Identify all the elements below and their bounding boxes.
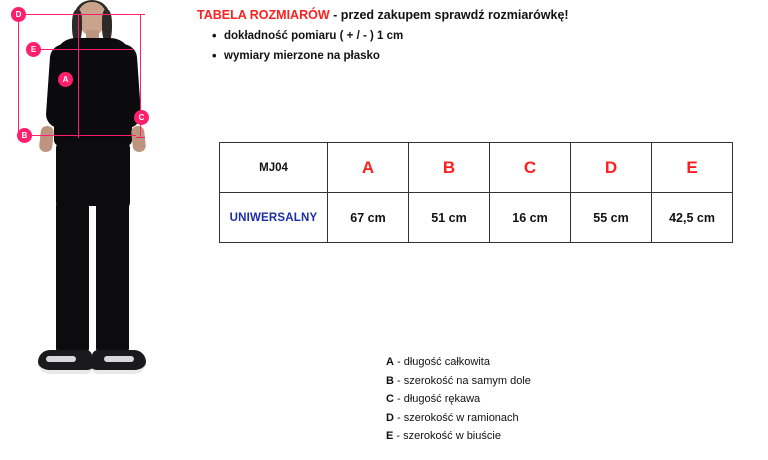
- measure-line-bottom: [24, 135, 136, 136]
- legend-key-c: C: [386, 393, 394, 405]
- model-shoe-detail-left: [46, 356, 76, 362]
- marker-b: B: [17, 128, 32, 143]
- page-title-rest: - przed zakupem sprawdź rozmiarówkę!: [329, 8, 569, 22]
- list-item: • wymiary mierzone na płasko: [212, 50, 403, 63]
- table-header-c: C: [490, 143, 571, 193]
- table-row-header: [220, 143, 733, 193]
- table-header-a: A: [328, 143, 409, 193]
- measurement-notes: [212, 30, 403, 70]
- product-photo: [0, 0, 186, 460]
- page-title-highlight: TABELA ROZMIARÓW: [197, 8, 330, 22]
- legend-text-b: - szerokość na samym dole: [393, 374, 531, 387]
- model-leg-right: [96, 200, 129, 358]
- marker-c: C: [134, 110, 149, 125]
- marker-e: E: [26, 42, 41, 57]
- model-hand-right: [131, 125, 147, 152]
- table-header-b: B: [409, 143, 490, 193]
- model-leg-gap: [89, 206, 96, 356]
- legend-key-d: D: [386, 411, 394, 424]
- legend-key-b: B: [386, 374, 394, 387]
- legend-text-a: - długość całkowita: [393, 356, 490, 368]
- model-top-garment: [54, 38, 132, 146]
- table-cell-e: 42,5 cm: [652, 193, 733, 243]
- list-item: • dokładność pomiaru ( + / - ) 1 cm: [212, 30, 403, 43]
- table-row-label: UNIWERSALNY: [220, 193, 328, 243]
- marker-d: D: [11, 7, 26, 22]
- table-header-d: D: [571, 143, 652, 193]
- model-shoe-right: [92, 350, 146, 374]
- measure-tick-top: [136, 14, 145, 15]
- table-cell-b: 51 cm: [409, 193, 490, 243]
- measure-line-sleeve-left: [18, 14, 19, 138]
- marker-a: A: [58, 72, 73, 87]
- legend-key-e: E: [386, 430, 394, 442]
- legend-item-e: [386, 430, 531, 442]
- measure-line-shoulders: [18, 14, 140, 15]
- measurement-legend: [386, 356, 531, 449]
- legend-item-d: [386, 412, 531, 424]
- model-shoe-left: [38, 350, 92, 374]
- table-cell-a: 67 cm: [328, 193, 409, 243]
- legend-text-d: - szerokość w ramionach: [393, 411, 519, 424]
- table-header-e: E: [652, 143, 733, 193]
- table-row: [220, 193, 733, 243]
- model-shoe-detail-right: [104, 356, 134, 362]
- table-header-code: MJ04: [220, 143, 328, 193]
- measure-line-center: [78, 14, 79, 138]
- table-cell-c: 16 cm: [490, 193, 571, 243]
- table-cell-d: 55 cm: [571, 193, 652, 243]
- size-table: [219, 142, 733, 243]
- legend-item-b: [386, 375, 531, 387]
- measure-line-bust: [33, 49, 133, 50]
- size-chart-content: [186, 0, 768, 460]
- legend-text-e: - szerokość w biuście: [393, 430, 501, 442]
- page-title: [197, 8, 569, 22]
- legend-item-c: [386, 393, 531, 405]
- measure-tick-bottom: [136, 137, 145, 138]
- model-hand-left: [39, 125, 55, 152]
- legend-text-c: - długość rękawa: [393, 393, 481, 405]
- legend-key-a: A: [386, 356, 394, 368]
- legend-item-a: [386, 356, 531, 368]
- model-leg-left: [56, 200, 89, 358]
- model-silhouette: [0, 0, 186, 460]
